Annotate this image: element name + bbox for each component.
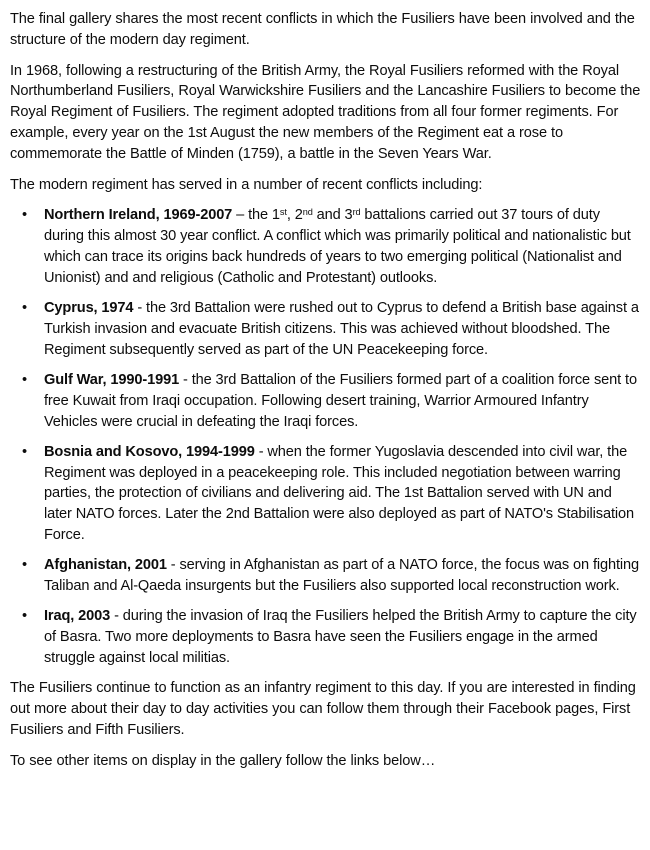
conflict-body: serving in Afghanistan as part of a NATO force, the focus was on fighting Taliban and Al-Qaeda insurgents but the Fusiliers also supported local reconstruction work. [44, 557, 640, 595]
bullet-icon: • [22, 608, 27, 625]
bullet-icon: • [22, 443, 27, 460]
conflict-lead: Iraq, 2003 [44, 608, 111, 625]
conflict-body-part-4: battalions carried out 37 tours of duty during this almost 30 year conflict. A conflict which was primarily political and nationalistic but which can trace its origins back hundreds of years to two emerging political (Nationalist and Unionist) and and religious (Catholic and Protestant) outlooks. [44, 207, 631, 286]
paragraph-restructuring: In 1968, following a restructuring of the British Army, the Royal Fusiliers reformed with the Royal Northumberland Fusiliers, Royal Warwickshire Fusiliers and the Lancashire Fusiliers to become the Royal Regiment of Fusiliers. The regiment adopted traditions from all four former regiments. For example, every year on the 1st August the new members of the Regiment eat a rose to commemorate the Battle of Minden (1759), a battle in the Seven Years War. [10, 62, 641, 162]
conflict-separator: - [110, 608, 123, 625]
list-item-iraq [20, 606, 642, 668]
conflict-body: the 3rd Battalion were rushed out to Cyprus to defend a British base against a Turkish invasion and evacuate British citizens. This was achieved without bloodshed. The Regiment subsequently served as part of the UN Peacekeeping force. [44, 300, 639, 358]
conflict-lead: Afghanistan, 2001 [44, 557, 167, 574]
conflict-separator: - [179, 371, 192, 388]
conflict-lead: Northern Ireland, 1969-2007 [44, 207, 233, 224]
paragraph-list-intro: The modern regiment has served in a number of recent conflicts including: [10, 176, 483, 193]
conflict-lead: Cyprus, 1974 [44, 300, 134, 317]
paragraph-closing: The Fusiliers continue to function as an infantry regiment to this day. If you are interested in finding out more about their day to day activities you can follow them through their Facebook pages, First Fusiliers and Fifth Fusiliers. [10, 680, 636, 738]
conflict-separator: - [254, 443, 268, 460]
paragraph-intro: The final gallery shares the most recent conflicts in which the Fusiliers have been involved and the structure of the modern day regiment. [10, 11, 635, 48]
list-item-bosnia-kosovo [20, 442, 642, 546]
bullet-icon: • [22, 371, 27, 388]
conflict-separator: – [232, 207, 249, 224]
conflict-separator: - [133, 300, 147, 317]
bullet-icon: • [22, 300, 27, 317]
ordinal-suffix-second: nd [302, 207, 313, 218]
conflict-body: the 3rd Battalion of the Fusiliers formed part of a coalition force sent to free Kuwait from Iraqi occupation. Following desert training, Warrior Armoured Infantry Vehicles were crucial in defeating the Iraqi forces. [44, 371, 637, 430]
bullet-icon: • [22, 207, 27, 224]
conflict-body: during the invasion of Iraq the Fusiliers helped the British Army to capture the city of Basra. Two more deployments to Basra have seen the Fusiliers engage in the armed struggle against local militias. [44, 608, 637, 667]
list-item-northern-ireland [20, 205, 642, 288]
conflict-list [10, 205, 642, 668]
bullet-icon: • [22, 557, 27, 574]
conflict-separator: - [166, 557, 180, 574]
conflict-body-part-3: and 3 [312, 207, 353, 224]
conflict-body-part-1: the 1 [248, 207, 280, 224]
list-item-afghanistan [20, 555, 642, 597]
list-item-gulf-war [20, 370, 642, 432]
conflict-lead: Bosnia and Kosovo, 1994-1999 [44, 443, 255, 460]
conflict-body: when the former Yugoslavia descended into civil war, the Regiment was deployed in a peacekeeping role. This included negotiation between warring parties, the protection of civilians and delivering aid. The 1st Battalion served with UN and later NATO forces. Later the 2nd Battalion were also deployed as part of NATO's Stabilisation Force. [44, 443, 635, 544]
ordinal-suffix-first: st [279, 207, 287, 218]
list-item-cyprus [20, 298, 642, 360]
conflict-lead: Gulf War, 1990-1991 [44, 371, 180, 388]
conflict-body-part-2: , 2 [286, 207, 303, 224]
paragraph-links-note: To see other items on display in the gallery follow the links below… [10, 752, 436, 769]
ordinal-suffix-third: rd [352, 207, 361, 218]
